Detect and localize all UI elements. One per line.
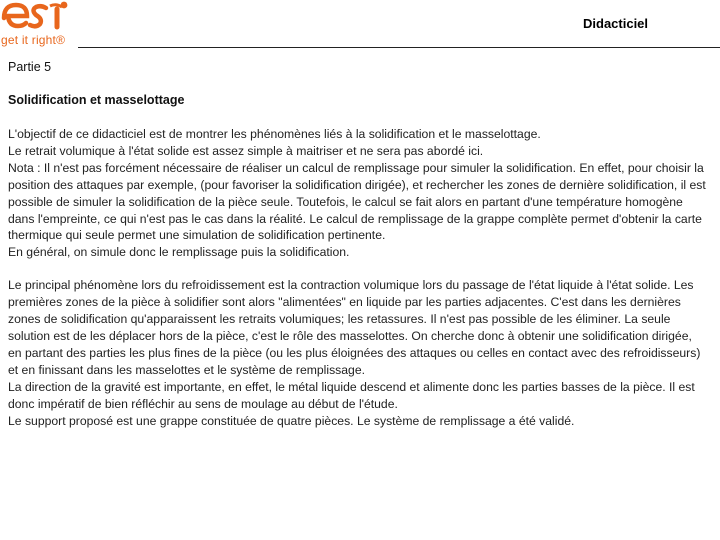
body-text xyxy=(8,126,708,429)
part-label: Partie 5 xyxy=(8,60,52,74)
header-title: Didacticiel xyxy=(583,16,649,31)
paragraph: Le retrait volumique à l'état solide est assez simple à maitriser et ne sera pas abordé ici. xyxy=(8,143,484,158)
header-divider xyxy=(78,47,720,48)
spacer xyxy=(8,261,708,277)
paragraph: Nota : Il n'est pas forcément nécessaire de réaliser un calcul de remplissage pour simuler la solidification. En effet, pour choisir la position des attaques par exemple, (pour favoriser la solidification dirigée), et rechercher les zones de dernière solidification, il est possible de simuler la solidification de la pièce seule. Toutefois, le calcul se fait alors en partant d'une température homogène dans l'empreinte, ce qui n'est pas le cas dans la réalité. Le calcul de remplissage de la grappe complète permet d'obtenir la carte thermique qui seule permet une simulation de solidification pertinente. xyxy=(8,160,706,243)
logo-tagline: get it right® xyxy=(1,33,66,47)
esi-logo xyxy=(0,0,82,50)
paragraph: L'objectif de ce didacticiel est de montrer les phénomènes liés à la solidification et le masselottage. xyxy=(8,127,541,141)
paragraph: En général, on simule donc le remplissage puis la solidification. xyxy=(8,245,350,260)
paragraph: Le principal phénomène lors du refroidissement est la contraction volumique lors du passage de l'état liquide à l'état solide. Les premières zones de la pièce à solidifier sont alors "alimentées" en liquide par les parties adjacentes. C'est dans les dernières zones de solidification qu'apparaissent les retraits volumiques; les retassures. Il n'est pas possible de les éliminer. La seule solution est de les déplacer hors de la pièce, c'est le rôle des masselottes. On cherche donc à obtenir une solidification dirigée, en partant des parties les plus fines de la pièce (ou les plus éloignées des attaques ou celles en contact avec des refroidisseurs) et en finissant dans les masselottes et le système de remplissage. xyxy=(8,278,701,377)
paragraph: Le support proposé est une grappe constituée de quatre pièces. Le système de remplissage a été validé. xyxy=(8,413,575,428)
section-title: Solidification et masselottage xyxy=(8,93,185,107)
paragraph: La direction de la gravité est importante, en effet, le métal liquide descend et alimente donc les parties basses de la pièce. Il est donc impératif de bien réfléchir au sens de moulage au début de l'étude. xyxy=(8,379,695,411)
